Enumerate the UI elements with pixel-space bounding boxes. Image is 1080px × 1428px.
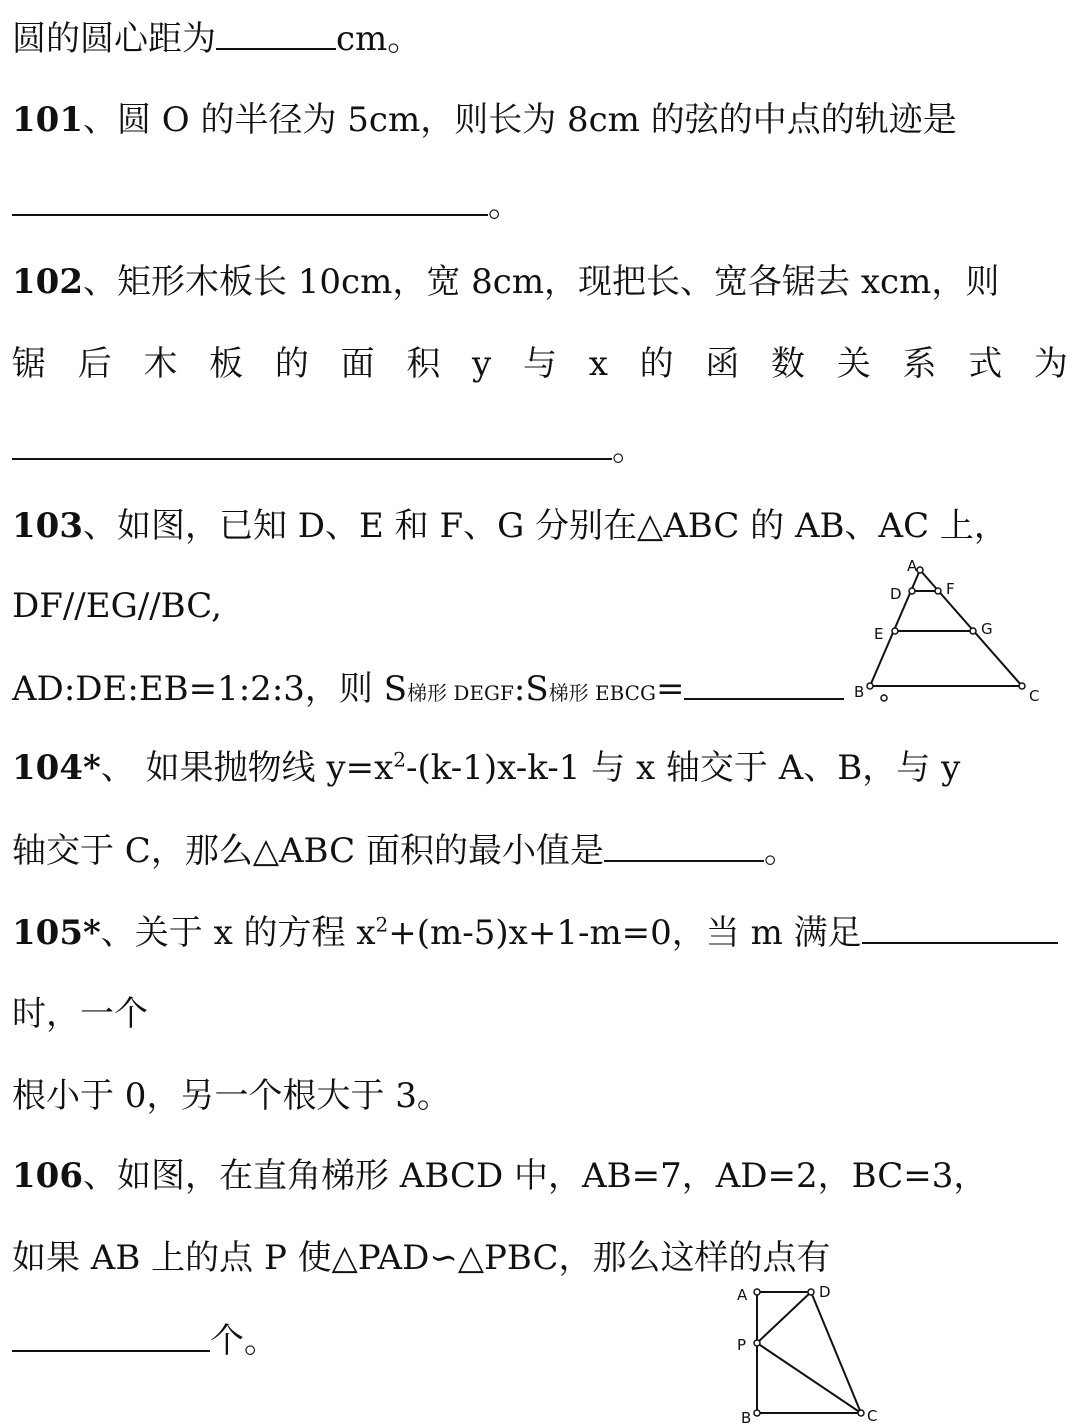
answer-blank <box>604 826 764 862</box>
char: 式 <box>968 344 1003 384</box>
label-a: A <box>907 557 918 575</box>
char: 函 <box>705 344 740 384</box>
subscript: 梯形 DEGF <box>407 681 514 705</box>
char: 木 <box>143 344 178 384</box>
superscript: 2 <box>375 912 389 937</box>
question-text: +(m-5)x+1-m=0，当 m 满足 <box>388 913 862 953</box>
answer-blank <box>12 1316 210 1352</box>
question-105 <box>12 908 1058 956</box>
question-number: 105* <box>12 913 101 953</box>
superscript: 2 <box>393 747 406 772</box>
question-101 <box>12 96 957 144</box>
label-b: B <box>854 683 865 701</box>
line-text: cm。 <box>336 19 422 59</box>
line-text: 。 <box>763 831 798 871</box>
question-102 <box>12 258 999 306</box>
question-101-answer-line <box>12 180 522 228</box>
question-text: 个。 <box>210 1321 278 1361</box>
char: 与 <box>522 344 557 384</box>
question-text: 时，一个 <box>12 994 148 1034</box>
char: 积 <box>406 344 441 384</box>
question-text: 轴交于 C，那么△ABC 面积的最小值是 <box>12 831 604 871</box>
answer-blank <box>216 14 336 50</box>
label-p: P <box>737 1336 747 1354</box>
triangle-figure <box>840 555 1060 710</box>
line-text: 。 <box>488 185 522 225</box>
line-text: 。 <box>612 429 646 469</box>
question-104 <box>12 744 960 792</box>
char: x <box>588 344 608 384</box>
char: 的 <box>274 344 309 384</box>
question-text: 、矩形木板长 10cm，宽 8cm，现把长、宽各锯去 xcm，则 <box>82 262 1000 302</box>
char: 关 <box>836 344 871 384</box>
segment-pc <box>757 1343 861 1413</box>
question-102-answer-line <box>12 424 646 472</box>
line-text: 圆的圆心距为 <box>12 19 216 59</box>
question-104-line-2 <box>12 826 798 874</box>
answer-blank <box>684 664 844 700</box>
question-105-line-3 <box>12 1072 451 1120</box>
question-text: 、如图，已知 D、E 和 F、G 分别在△ABC 的 AB、AC 上， <box>82 506 1008 546</box>
segment-pd <box>757 1292 811 1343</box>
right-trapezoid-figure <box>725 1280 895 1425</box>
question-102-line-2 <box>12 340 1068 388</box>
label-a: A <box>737 1286 748 1304</box>
label-c: C <box>867 1407 878 1425</box>
question-text: 根小于 0，另一个根大于 3。 <box>12 1076 451 1116</box>
question-text: DF//EG//BC, <box>12 586 222 626</box>
char: 的 <box>639 344 674 384</box>
question-text: 、关于 x 的方程 x <box>100 913 376 953</box>
question-number: 103 <box>12 506 83 546</box>
char: 数 <box>771 344 806 384</box>
char: 锯 <box>12 344 46 384</box>
question-number: 104* <box>12 748 101 788</box>
question-106 <box>12 1152 987 1200</box>
char: y <box>472 344 492 384</box>
answer-blank <box>12 180 488 216</box>
question-text: -(k-1)x-k-1 与 x 轴交于 A、B，与 y <box>406 748 961 788</box>
label-e: E <box>874 625 884 643</box>
question-103-line-3 <box>12 664 844 712</box>
char: 后 <box>77 344 112 384</box>
char: 板 <box>209 344 244 384</box>
answer-blank <box>862 908 1058 944</box>
question-text: 、圆 O 的半径为 5cm，则长为 8cm 的弦的中点的轨迹是 <box>82 100 957 140</box>
question-number: 106 <box>12 1156 83 1196</box>
question-106-line-2 <box>12 1234 831 1282</box>
label-g: G <box>981 620 993 638</box>
question-103-line-2 <box>12 582 222 630</box>
question-text: 如果 AB 上的点 P 使△PAD∽△PBC，那么这样的点有 <box>12 1238 831 1278</box>
char: 面 <box>340 344 375 384</box>
side-dc <box>811 1292 861 1413</box>
question-text: = <box>655 669 685 709</box>
question-text: AD:DE:EB=1:2:3，则 S <box>12 669 408 709</box>
label-f: F <box>946 580 955 598</box>
text-line-1 <box>12 14 421 62</box>
question-106-line-3 <box>12 1316 278 1364</box>
label-b: B <box>741 1409 752 1425</box>
label-c: C <box>1029 687 1040 705</box>
question-105-line-2 <box>12 990 148 1038</box>
answer-blank <box>12 424 612 460</box>
question-text: 、 如果抛物线 y=x <box>100 748 394 788</box>
char: 系 <box>902 344 937 384</box>
question-text: 、如图，在直角梯形 ABCD 中，AB=7，AD=2，BC=3， <box>82 1156 988 1196</box>
subscript: 梯形 EBCG <box>548 681 656 705</box>
char: 为 <box>1033 344 1068 384</box>
question-number: 101 <box>12 100 83 140</box>
question-103 <box>12 502 1008 550</box>
question-number: 102 <box>12 262 83 302</box>
label-d: D <box>890 585 902 603</box>
label-d: D <box>819 1283 831 1301</box>
question-text: :S <box>513 669 549 709</box>
